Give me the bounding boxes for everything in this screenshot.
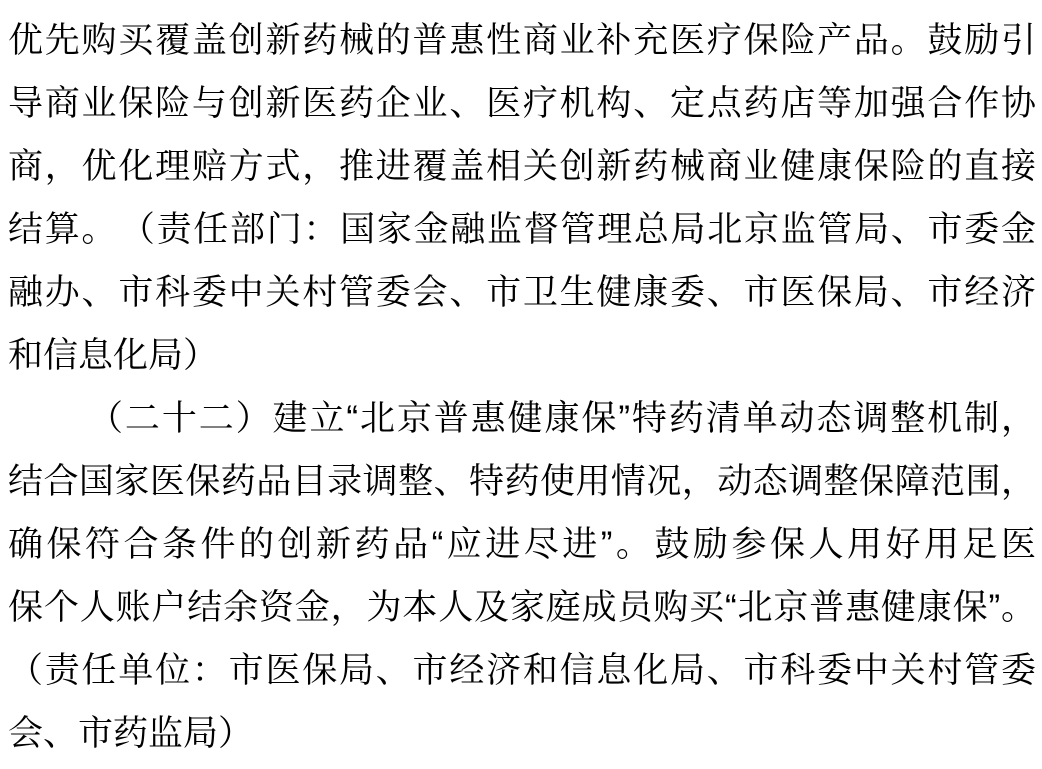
text-line: 导商业保险与创新医药企业、医疗机构、定点药店等加强合作协 bbox=[8, 84, 1036, 123]
text-line: 结算。 （责任部门：国家金融监督管理总局北京监管局、市委金 bbox=[8, 210, 1036, 249]
text-line: （责任单位：市医保局、市经济和信息化局、市科委中关村管委 bbox=[8, 651, 1036, 690]
text-line: （二十二）建立“北京普惠健康保”特药清单动态调整机制， bbox=[88, 399, 1036, 438]
text-line: 结合国家医保药品目录调整、特药使用情况，动态调整保障范围， bbox=[8, 462, 1036, 501]
text-line: 会、市药监局） bbox=[8, 714, 254, 753]
text-line: 保个人账户结余资金，为本人及家庭成员购买“北京普惠健康保”。 bbox=[8, 588, 1036, 627]
text-line: 优先购买覆盖创新药械的普惠性商业补充医疗保险产品。鼓励引 bbox=[8, 21, 1036, 60]
text-line: 和信息化局） bbox=[8, 336, 219, 375]
paragraph-2 bbox=[8, 387, 1036, 765]
text-line: 融办、市科委中关村管委会、市卫生健康委、市医保局、市经济 bbox=[8, 273, 1036, 312]
text-line: 商，优化理赔方式，推进覆盖相关创新药械商业健康保险的直接 bbox=[8, 147, 1036, 186]
text-line: 确保符合条件的创新药品“应进尽进”。鼓励参保人用好用足医 bbox=[8, 525, 1036, 564]
paragraph-1 bbox=[8, 9, 1036, 387]
